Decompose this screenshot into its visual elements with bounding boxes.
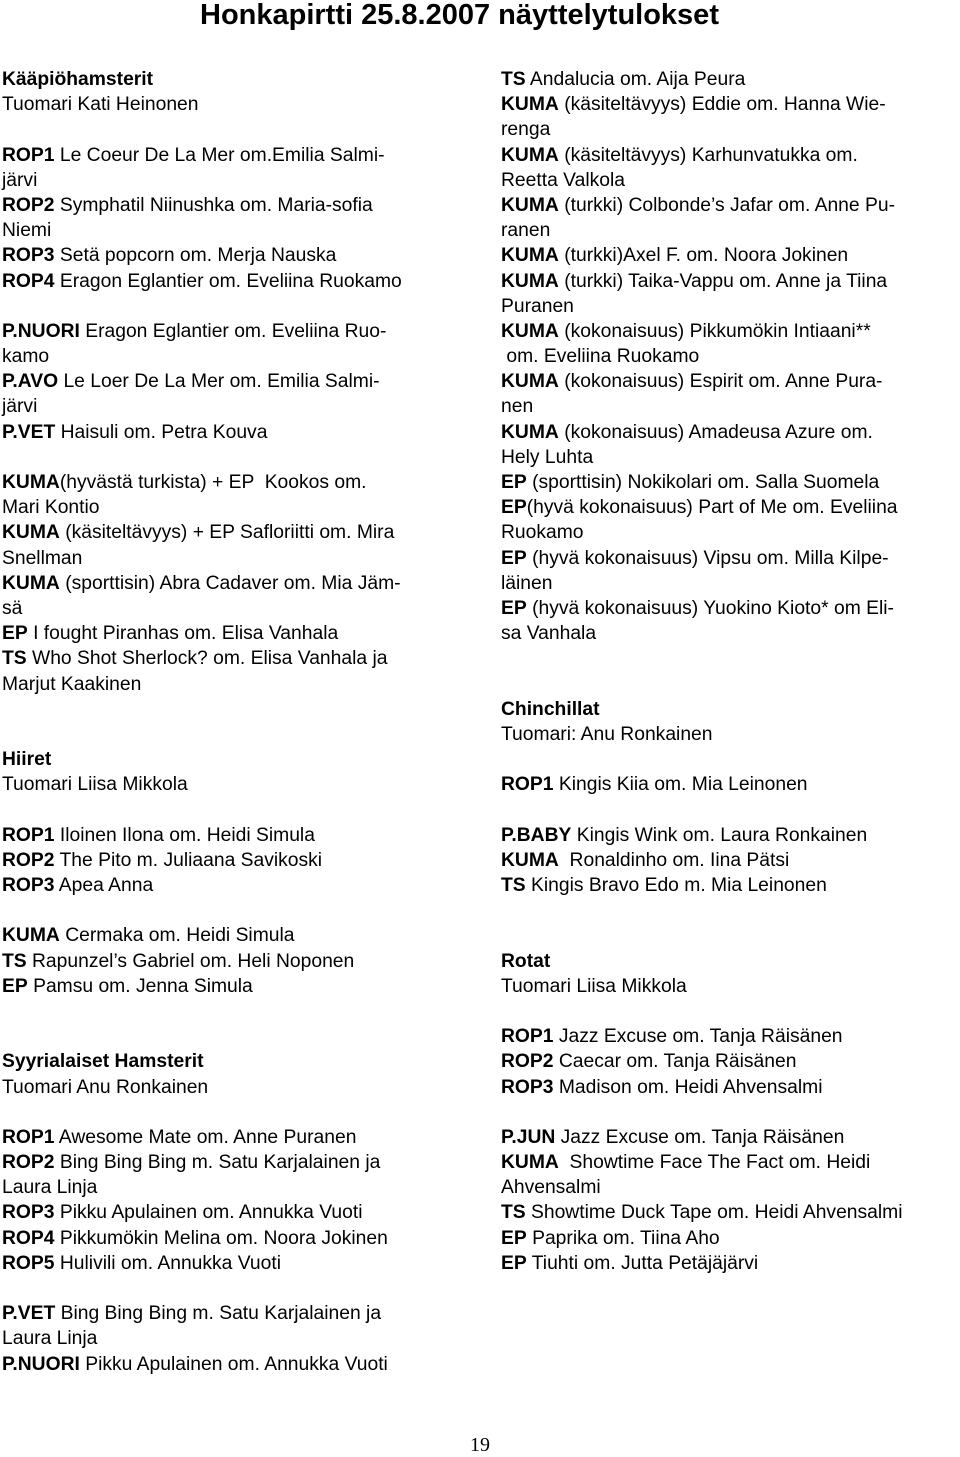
entry-text: Hely Luhta [501,446,594,468]
award-label: P.BABY [501,824,572,846]
entry-text: (kokonaisuus) Amadeusa Azure om. [558,421,873,443]
entry-text: Ronaldinho om. Iina Pätsi [558,849,790,871]
award-label: EP [2,623,28,645]
entry-text: (turkki) Colbonde’s Jafar om. Anne Pu- [558,194,895,216]
entry-text: Le Coeur De La Mer om.Emilia Salmi- [54,144,385,166]
entry-text: (turkki)Axel F. om. Noora Jokinen [558,245,849,267]
result-line [501,1125,960,1150]
result-line [2,823,472,848]
result-line [501,394,960,419]
award-label: ROP2 [501,1051,554,1073]
entry-text: (hyvä kokonaisuus) Part of Me om. Eveliina [526,497,898,519]
entry-text: Andalucia om. Aija Peura [525,69,746,90]
blank-line [2,898,472,923]
entry-text: (hyvästä turkista) + EP Kookos om. [59,472,367,493]
award-label: EP [501,1227,527,1249]
result-line [501,697,960,722]
award-label: Syyrialaiset Hamsterit [2,1051,204,1073]
result-line [501,1049,960,1074]
result-line [2,319,472,344]
result-line [501,596,960,621]
entry-text: (sporttisin) Nokikolari om. Salla Suomela [526,472,880,493]
award-label: ROP2 [2,1152,55,1174]
left-column [2,67,472,1377]
result-line [2,672,472,697]
result-line [501,218,960,243]
award-label: ROP1 [501,774,554,796]
entry-text: (käsiteltävyys) Eddie om. Hanna Wie- [558,94,886,116]
entry-text: (hyvä kokonaisuus) Yuokino Kioto* om Eli- [526,597,894,619]
entry-text: Tuomari Kati Heinonen [2,94,199,116]
entry-text: Tuomari Liisa Mikkola [501,975,687,997]
entry-text: Showtime Duck Tape om. Heidi Ahvensalmi [525,1202,903,1224]
entry-text: Jazz Excuse om. Tanja Räisänen [553,1026,843,1048]
award-label: ROP5 [2,1252,55,1274]
award-label: Hiiret [2,749,52,771]
result-line [501,848,960,873]
award-label: TS [501,69,526,90]
award-label: EP [501,497,527,519]
entry-text: Rapunzel’s Gabriel om. Heli Noponen [26,950,355,972]
entry-text: Showtime Face The Fact om. Heidi [558,1152,871,1174]
result-line [2,571,472,596]
result-line [501,168,960,193]
entry-text: The Pito m. Juliaana Savikoski [54,849,323,871]
entry-text: Kingis Bravo Edo m. Mia Leinonen [525,875,827,896]
result-line [501,67,960,92]
entry-text: Ahvensalmi [501,1177,601,1199]
result-line [2,520,472,545]
award-label: ROP2 [2,849,55,871]
award-label: KUMA [501,1152,559,1174]
award-label: P.NUORI [2,320,80,342]
result-line [2,1301,472,1326]
blank-line [2,797,472,822]
blank-line [2,697,472,722]
award-label: TS [501,1202,526,1224]
award-label: TS [501,875,526,896]
blank-line [2,722,472,747]
award-label: ROP3 [2,875,55,896]
award-label: ROP1 [2,824,55,846]
result-line [501,873,960,898]
result-line [501,621,960,646]
award-label: EP [501,597,527,619]
result-line [501,571,960,596]
award-label: KUMA [2,572,60,594]
result-line [501,445,960,470]
entry-text: Hulivili om. Annukka Vuoti [54,1252,281,1274]
award-label: EP [2,975,28,997]
entry-text: (hyvä kokonaisuus) Vipsu om. Milla Kilpe- [526,547,889,569]
entry-text: Puranen [501,295,574,317]
result-line [2,873,472,898]
result-line [2,1075,472,1100]
result-line [2,1175,472,1200]
entry-text: Marjut Kaakinen [2,673,142,695]
entry-text: (käsiteltävyys) + EP Safloriitti om. Mira [59,522,395,544]
result-line [501,193,960,218]
award-label: Kääpiöhamsterit [2,69,154,90]
entry-text: ranen [501,220,551,242]
award-label: ROP4 [2,1227,55,1249]
result-line [501,949,960,974]
entry-text: Caecar om. Tanja Räisänen [553,1051,797,1073]
result-line [2,1251,472,1276]
award-label: ROP1 [501,1026,554,1048]
entry-text: nen [501,396,534,418]
blank-line [501,672,960,697]
entry-text: I fought Piranhas om. Elisa Vanhala [27,623,339,645]
entry-text: sä [2,597,23,619]
result-line [501,1200,960,1225]
result-line [501,92,960,117]
entry-text: Awesome Mate om. Anne Puranen [54,1126,357,1148]
award-label: KUMA [501,94,559,116]
result-line [2,621,472,646]
award-label: KUMA [2,472,60,493]
result-line [2,974,472,999]
award-label: KUMA [501,421,559,443]
entry-text: Tiuhti om. Jutta Petäjäjärvi [526,1252,759,1274]
blank-line [501,999,960,1024]
page-number: 19 [470,1434,490,1456]
award-label: TS [2,950,27,972]
result-line [501,1251,960,1276]
award-label: ROP2 [2,194,55,216]
result-line [501,772,960,797]
entry-text: Kingis Wink om. Laura Ronkainen [571,824,868,846]
entry-text: Snellman [2,547,83,569]
result-line [2,848,472,873]
entry-text: (kokonaisuus) Pikkumökin Intiaani** [558,320,871,342]
entry-text: Pikku Apulainen om. Annukka Vuoti [54,1202,363,1224]
result-line [2,747,472,772]
entry-text: (kokonaisuus) Espirit om. Anne Pura- [558,371,883,393]
blank-line [501,1100,960,1125]
entry-text: järvi [2,396,38,418]
result-line [501,1150,960,1175]
entry-text: om. Eveliina Ruokamo [501,346,700,368]
result-line [2,949,472,974]
award-label: ROP3 [2,1202,55,1224]
entry-text: Iloinen Ilona om. Heidi Simula [54,824,315,846]
entry-text: Who Shot Sherlock? om. Elisa Vanhala ja [26,648,388,670]
award-label: Chinchillat [501,698,600,720]
entry-text: läinen [501,572,553,594]
result-line [501,117,960,142]
result-line [2,394,472,419]
blank-line [501,797,960,822]
award-label: ROP1 [2,1126,55,1148]
page-title: Honkapirtti 25.8.2007 näyttelytulokset [200,0,719,31]
result-line [2,596,472,621]
entry-text: Mari Kontio [2,497,100,519]
result-line [2,1200,472,1225]
entry-text: Niemi [2,220,52,242]
entry-text: Pamsu om. Jenna Simula [27,975,253,997]
result-line [2,495,472,520]
entry-text: (käsiteltävyys) Karhunvatukka om. [558,144,858,166]
entry-text: (sporttisin) Abra Cadaver om. Mia Jäm- [59,572,401,594]
blank-line [2,999,472,1024]
result-line [501,294,960,319]
result-line [2,243,472,268]
result-line [2,344,472,369]
entry-text: järvi [2,169,38,191]
entry-text: Madison om. Heidi Ahvensalmi [553,1076,823,1098]
entry-text: Tuomari Anu Ronkainen [2,1076,209,1098]
entry-text: Laura Linja [2,1328,98,1350]
result-line [2,218,472,243]
award-label: KUMA [501,371,559,393]
result-line [2,470,472,495]
entry-text: Jazz Excuse om. Tanja Räisänen [555,1126,845,1148]
result-line [2,772,472,797]
entry-text: kamo [2,346,50,368]
entry-text: Apea Anna [54,875,154,896]
entry-text: Symphatil Niinushka om. Maria-sofia [54,194,373,216]
result-line [501,974,960,999]
entry-text: Laura Linja [2,1177,98,1199]
result-line [2,168,472,193]
blank-line [2,1100,472,1125]
award-label: P.JUN [501,1126,556,1148]
result-line [501,420,960,445]
award-label: Rotat [501,950,551,972]
award-label: KUMA [501,144,559,166]
result-line [2,1352,472,1377]
entry-text: Tuomari Liisa Mikkola [2,774,188,796]
result-line [501,369,960,394]
award-label: P.VET [2,1303,56,1325]
entry-text: Setä popcorn om. Merja Nauska [54,245,337,267]
award-label: ROP3 [501,1076,554,1098]
award-label: TS [2,648,27,670]
result-line [2,1226,472,1251]
award-label: KUMA [2,522,60,544]
result-line [501,722,960,747]
result-line [2,923,472,948]
entry-text: renga [501,119,551,141]
blank-line [501,923,960,948]
award-label: ROP3 [2,245,55,267]
award-label: P.AVO [2,371,59,393]
blank-line [2,294,472,319]
result-line [501,1075,960,1100]
result-line [2,1125,472,1150]
result-line [2,369,472,394]
entry-text: Pikkumökin Melina om. Noora Jokinen [54,1227,388,1249]
result-line [2,420,472,445]
award-label: EP [501,1252,527,1274]
result-line [501,143,960,168]
result-line [2,1049,472,1074]
result-line [501,823,960,848]
award-label: KUMA [501,849,559,871]
entry-text: Tuomari: Anu Ronkainen [501,723,713,745]
award-label: EP [501,547,527,569]
result-line [2,67,472,92]
result-line [2,92,472,117]
result-line [2,269,472,294]
result-line [2,1326,472,1351]
result-line [2,1150,472,1175]
entry-text: Cermaka om. Heidi Simula [59,925,295,947]
entry-text: Kingis Kiia om. Mia Leinonen [553,774,808,796]
result-line [501,243,960,268]
entry-text: Bing Bing Bing m. Satu Karjalainen ja [55,1303,382,1325]
entry-text: Pikku Apulainen om. Annukka Vuoti [79,1353,388,1375]
entry-text: (turkki) Taika-Vappu om. Anne ja Tiina [558,270,888,292]
blank-line [501,898,960,923]
result-line [501,495,960,520]
entry-text: Le Loer De La Mer om. Emilia Salmi- [58,371,380,393]
award-label: KUMA [501,245,559,267]
result-line [501,1175,960,1200]
result-line [501,470,960,495]
result-line [501,1226,960,1251]
award-label: P.VET [2,421,56,443]
entry-text: Eragon Eglantier om. Eveliina Ruo- [79,320,387,342]
entry-text: Ruokamo [501,522,584,544]
entry-text: Reetta Valkola [501,169,625,191]
entry-text: Haisuli om. Petra Kouva [55,421,268,443]
result-line [501,269,960,294]
entry-text: Eragon Eglantier om. Eveliina Ruokamo [54,270,402,292]
award-label: ROP1 [2,144,55,166]
result-line [501,344,960,369]
result-line [2,143,472,168]
blank-line [2,1024,472,1049]
blank-line [501,747,960,772]
award-label: EP [501,472,527,493]
entry-text: Paprika om. Tiina Aho [526,1227,720,1249]
award-label: KUMA [501,320,559,342]
result-line [2,193,472,218]
award-label: P.NUORI [2,1353,80,1375]
award-label: ROP4 [2,270,55,292]
award-label: KUMA [2,925,60,947]
result-line [2,546,472,571]
right-column [501,67,960,1276]
result-line [501,520,960,545]
blank-line [2,1276,472,1301]
result-line [501,1024,960,1049]
blank-line [2,117,472,142]
result-line [501,319,960,344]
blank-line [2,445,472,470]
result-line [2,646,472,671]
award-label: KUMA [501,194,559,216]
entry-text: Bing Bing Bing m. Satu Karjalainen ja [54,1152,381,1174]
award-label: KUMA [501,270,559,292]
blank-line [501,646,960,671]
entry-text: sa Vanhala [501,623,597,645]
result-line [501,546,960,571]
